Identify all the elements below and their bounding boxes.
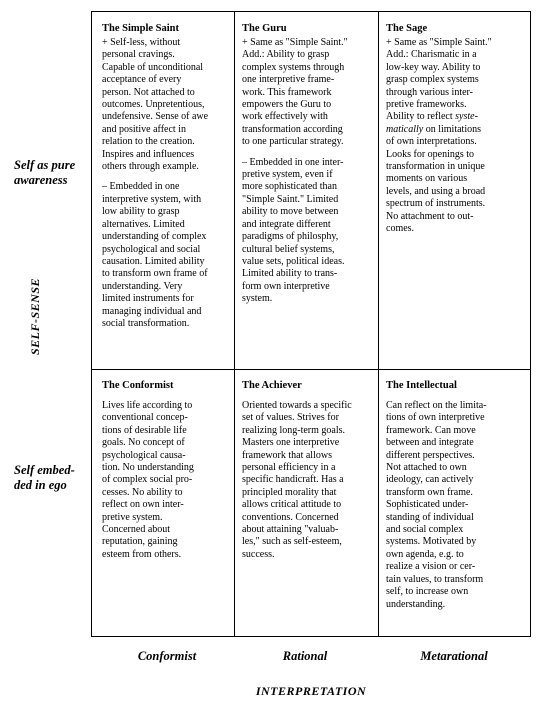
cell-description bbox=[386, 37, 526, 236]
cell-sage bbox=[386, 22, 526, 236]
cell-conformist bbox=[102, 379, 232, 561]
row-label-pure-awareness: Self as pure awareness bbox=[14, 158, 76, 187]
cell-intellectual bbox=[386, 379, 526, 611]
cell-limitations: – Embedded in one inter- pretive system, even if more sophisticated than "Simple Saint." Limited ability to move between and integrate different paradigms of philosphy, cultural belief systems, value sets, political ideas. Limited ability to trans- form own interpretive system. bbox=[242, 156, 345, 305]
cell-title: The Simple Saint bbox=[102, 23, 180, 34]
cell-emphasis: syste- matically bbox=[386, 111, 478, 135]
typology-matrix bbox=[91, 11, 531, 637]
cell-guru bbox=[242, 22, 376, 306]
cell-description: Can reflect on the limita- tions of own interpretive framework. Can move between and integrate different perspectives. Not attached to own ideology, can actively transform own frame. Sophisticated under- standing of individual and social complex systems. Motivated by own agenda, e.g. to realize a vision or cer- tain values, to transform self, to increase own understanding. bbox=[386, 400, 487, 610]
cell-title: The Guru bbox=[242, 23, 287, 34]
cell-description: Lives life according to conventional concep- tions of desirable life goals. No concept of psychological causa- tion. No understanding of complex social pro- cesses. No ability to reflect on own inter- pretive system. Concerned about reputation, gaining esteem from others. bbox=[102, 400, 194, 560]
cell-text: on limitations of own interpretations. Looks for openings to transformation in unique moments on various levels, and using a broad spectrum of instruments. No attachment to out- comes. bbox=[386, 123, 486, 235]
cell-limitations: – Embedded in one interpretive system, with low ability to grasp alternatives. Limited understanding of complex psychological and social causation. Limited ability to transform own frame of understanding. Very limited instruments for managing individual and social transformation. bbox=[102, 181, 208, 329]
cell-text: + Same as "Simple Saint." Add.: Charismatic in a low-key way. Ability to grasp complex systems through various inter- pretive frameworks. Ability to reflect bbox=[386, 37, 492, 123]
column-divider bbox=[378, 12, 379, 636]
column-label-rational: Rational bbox=[282, 649, 328, 663]
cell-title: The Intellectual bbox=[386, 380, 457, 391]
x-axis-label: INTERPRETATION bbox=[255, 684, 367, 698]
row-divider bbox=[92, 369, 530, 370]
cell-strengths: + Self-less, without personal cravings. Capable of unconditional acceptance of every person. Not attached to outcomes. Unpretentious, undefensive. Sense of awe and positive affect in relation to the creation. Inspires and influences others through example. bbox=[102, 37, 209, 173]
cell-title: The Sage bbox=[386, 23, 428, 34]
column-label-metarational: Metarational bbox=[420, 649, 488, 663]
cell-achiever bbox=[242, 379, 376, 561]
cell-strengths: + Same as "Simple Saint." Add.: Ability to grasp complex systems through one interpretive frame- work. This framework empowers the Guru to work effectively with transformation according to one particular strategy. bbox=[242, 37, 348, 148]
row-label-embedded-in-ego: Self embed- ded in ego bbox=[14, 463, 75, 492]
column-label-conformist: Conformist bbox=[137, 649, 197, 663]
cell-simple-saint bbox=[102, 22, 232, 330]
cell-title: The Conformist bbox=[102, 380, 174, 391]
column-divider bbox=[234, 12, 235, 636]
cell-title: The Achiever bbox=[242, 380, 302, 391]
cell-description: Oriented towards a specific set of values. Strives for realizing long-term goals. Masters one interpretive framework that allows personal efficiency in a specific handicraft. Has a principled morality that allows critical attitude to conventions. Concerned about attaining "valuab- les," such as self-esteem, success. bbox=[242, 400, 352, 560]
y-axis-label: SELF-SENSE bbox=[28, 277, 42, 355]
